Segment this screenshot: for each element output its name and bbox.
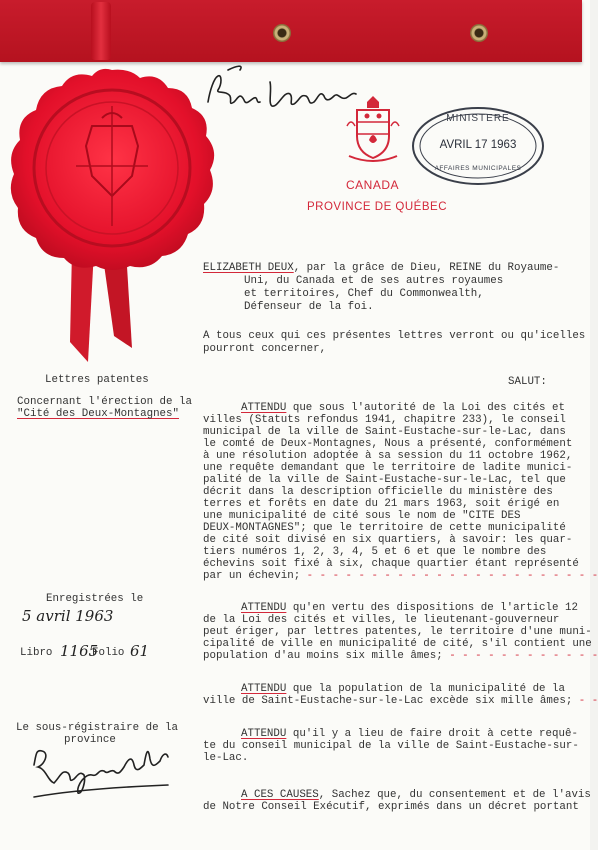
attendu-4-line-1: ATTENDU qu'il y a lieu de faire droit à cette requê- xyxy=(241,728,578,740)
stamp-date: AVRIL 17 1963 xyxy=(439,139,517,151)
attendu-1-line-4: le comté de Deux-Montagnes, Nous a présenté, conformément xyxy=(203,438,573,450)
attendu-2-line-3: peut ériger, par lettres patentes, le territoire d'une muni- xyxy=(203,626,592,638)
attendu-3-line-1: ATTENDU que la population de la municipalité de la xyxy=(241,683,565,695)
attendu-2-line-1: ATTENDU qu'en vertu des dispositions de l'article 12 xyxy=(241,602,578,614)
salut: SALUT: xyxy=(508,376,547,388)
attendu-3-line-2: ville de Saint-Eustache-sur-le-Lac excède six mille âmes; - - xyxy=(203,695,598,707)
wax-seal-icon xyxy=(6,66,218,271)
registrar-signature xyxy=(28,735,178,805)
grommet-right-icon xyxy=(470,24,488,42)
attendu-1-line-8: décrit dans la description officielle du ministère des xyxy=(203,486,553,498)
attendu-2-line-5: population d'au moins six mille âmes; - - - - - - - - - - - - xyxy=(203,650,598,662)
attendu-1-line-10: une municipalité de cité sous le nom de "CITE DES xyxy=(203,510,521,522)
libro-value: 1165 xyxy=(60,642,99,660)
attendu-1-line-6: une requête demandant que le territoire de ladite munici- xyxy=(203,462,573,474)
quebec-coat-of-arms-icon xyxy=(345,96,401,166)
address-line-2: pourront concerner, xyxy=(203,343,327,355)
folio-value: 61 xyxy=(130,642,150,660)
margin-concerning-2: "Cité des Deux-Montagnes" xyxy=(17,408,179,420)
attendu-1-line-5: à une résolution adoptée à sa session du 11 octobre 1962, xyxy=(203,450,573,462)
attendu-2-line-4: cipalité de ville en municipalité de cité, s'il contient une xyxy=(203,638,592,650)
sovereign-line-4: Défenseur de la foi. xyxy=(244,301,374,313)
attendu-1-line-11: DEUX-MONTAGNES"; que le territoire de cette municipalité xyxy=(203,522,566,534)
margin-concerning-1: Concernant l'érection de la xyxy=(17,396,192,408)
attendu-4-line-2: te du conseil municipal de la ville de Saint-Eustache-sur- xyxy=(203,740,579,752)
top-signature-text: Paul Comtois xyxy=(200,60,208,61)
province-heading: PROVINCE DE QUÉBEC xyxy=(307,201,447,213)
attendu-1-line-1: ATTENDU que sous l'autorité de la Loi des cités et xyxy=(241,402,565,414)
folio-label: Folio xyxy=(92,647,125,659)
attendu-1-line-9: terres et forêts en date du 21 mars 1963, soit érigé en xyxy=(203,498,560,510)
sovereign-line-1: ELIZABETH DEUX, par la grâce de Dieu, REINE du Royaume- xyxy=(203,262,560,274)
ministry-date-stamp xyxy=(410,105,546,187)
registrar-label-1: Le sous-régistraire de la xyxy=(16,722,178,734)
sovereign-name: ELIZABETH DEUX xyxy=(203,262,294,274)
attendu-1-line-14: échevins soit fixé à six, chaque quartier étant représenté xyxy=(203,558,579,570)
attendu-1-line-7: palité de la ville de Saint-Eustache-sur-le-Lac, tel que xyxy=(203,474,566,486)
stamp-line-bottom: AFFAIRES MUNICIPALES xyxy=(434,165,522,172)
attendu-1-line-2: villes (Statuts refondus 1941, chapitre 233), le conseil xyxy=(203,414,566,426)
libro-label: Libro xyxy=(20,647,53,659)
sovereign-line-3: et territoires, Chef du Commonwealth, xyxy=(244,288,484,300)
registered-date: 5 avril 1963 xyxy=(22,607,114,625)
attendu-1-line-3: municipal de la ville de Saint-Eustache-sur-le-Lac, dans xyxy=(203,426,566,438)
stamp-line-top: MINISTERE xyxy=(446,113,510,124)
attendu-2-line-2: de la Loi des cités et villes, le lieutenant-gouverneur xyxy=(203,614,560,626)
country-heading: CANADA xyxy=(346,178,400,192)
bottom-signature-text: Raymond Smith xyxy=(28,735,36,736)
sovereign-line-2: Uni, du Canada et de ses autres royaumes xyxy=(244,275,504,287)
causes-line-2: de Notre Conseil Exécutif, exprimés dans un décret portant xyxy=(203,801,579,813)
attendu-1-line-12: de cité soit divisé en six quartiers, à savoir: les quar- xyxy=(203,534,573,546)
grommet-left-icon xyxy=(273,24,291,42)
attendu-1-line-15: par un échevin; - - - - - - - - - - - - - - - - - - - - - - - xyxy=(203,570,598,582)
red-binding-strip xyxy=(0,0,582,62)
seal-tag xyxy=(91,2,111,60)
registrar-label-2: province xyxy=(64,734,116,746)
attendu-1-line-13: tiers numéros 1, 2, 3, 4, 5 et 6 et que le nombre des xyxy=(203,546,547,558)
registered-label: Enregistrées le xyxy=(46,593,144,605)
causes-line-1: A CES CAUSES, Sachez que, du consentement et de l'avis xyxy=(241,789,591,801)
margin-title: Lettres patentes xyxy=(45,374,149,386)
attendu-4-line-3: le-Lac. xyxy=(203,752,249,764)
address-line-1: A tous ceux qui ces présentes lettres verront ou qu'icelles xyxy=(203,330,586,342)
